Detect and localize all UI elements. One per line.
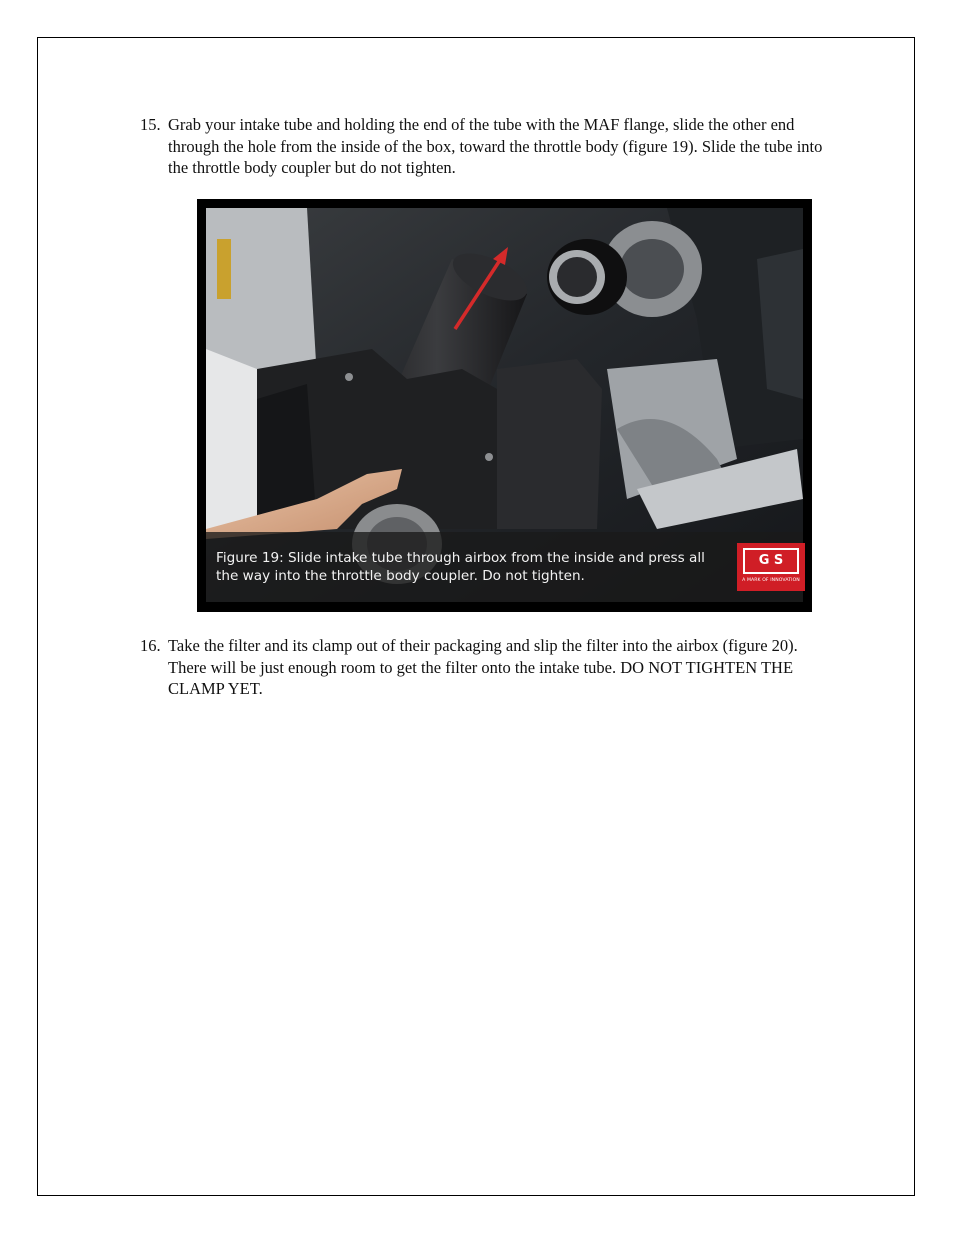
- caption-line-1: Figure 19: Slide intake tube through airbox from the inside and press all: [216, 550, 705, 566]
- logo-mark: G S: [743, 548, 799, 574]
- step-text: Take the filter and its clamp out of their packaging and slip the filter into the airbox (figure 20). There will be just enough room to get the filter onto the intake tube. DO NOT TIGHTEN THE CLAMP YET.: [168, 636, 798, 698]
- caption-line-2: the way into the throttle body coupler. Do not tighten.: [216, 567, 585, 584]
- brand-logo: [737, 543, 805, 591]
- figure-19-photo: [197, 199, 812, 612]
- step-number: 16.: [140, 636, 161, 655]
- instruction-step-16: [140, 635, 840, 700]
- logo-tagline: A MARK OF INNOVATION: [742, 578, 800, 583]
- step-number: 15.: [140, 115, 161, 134]
- step-text: Grab your intake tube and holding the end of the tube with the MAF flange, slide the other end through the hole from the inside of the box, toward the throttle body (figure 19). Slide the tube into the throttle body coupler but do not tighten.: [168, 115, 823, 177]
- instruction-step-15: [140, 114, 840, 179]
- figure-caption: [216, 550, 731, 585]
